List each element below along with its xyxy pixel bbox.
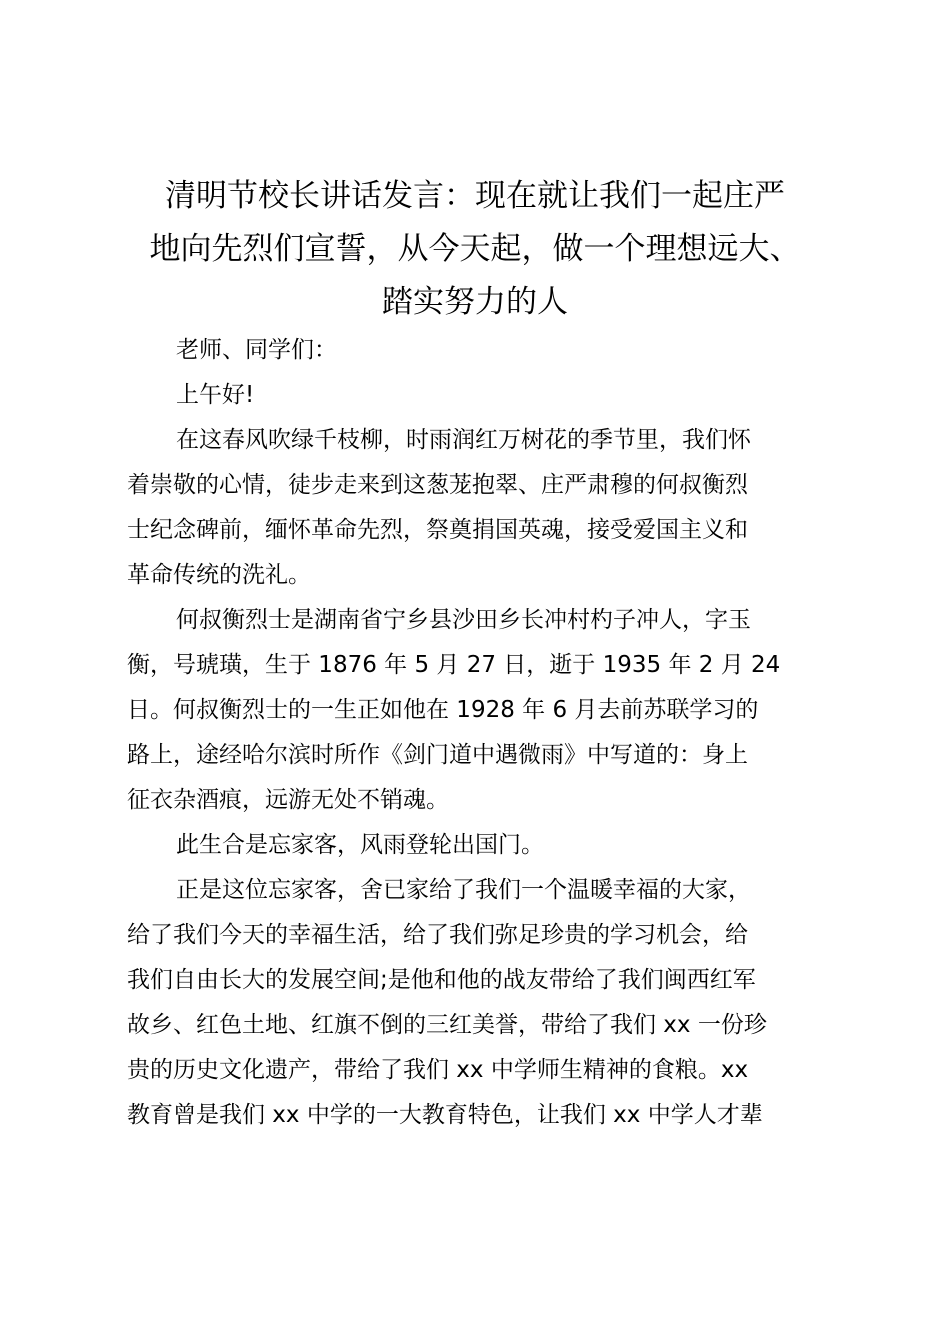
paragraph-2 xyxy=(127,598,833,823)
paragraph-line: 教育曾是我们 xx 中学的一大教育特色，让我们 xx 中学人才辈 xyxy=(127,1102,763,1128)
greeting: 上午好! xyxy=(176,382,255,408)
paragraph-line: 此生合是忘家客，风雨登轮出国门。 xyxy=(176,832,544,858)
paragraph-line: 贵的历史文化遗产，带给了我们 xx 中学师生精神的食粮。xx xyxy=(127,1057,749,1083)
title-line: 地向先烈们宣誓，从今天起，做一个理想远大、 xyxy=(149,231,801,267)
paragraph-line: 着崇敬的心情，徒步走来到这葱茏抱翠、庄严肃穆的何叔衡烈 xyxy=(127,472,748,498)
paragraph-line: 衡，号琥璜，生于 1876 年 5 月 27 日，逝于 1935 年 2 月 24 xyxy=(127,652,781,678)
paragraph-line: 士纪念碑前，缅怀革命先烈，祭奠捐国英魂，接受爱国主义和 xyxy=(127,517,748,543)
paragraph-line: 日。何叔衡烈士的一生正如他在 1928 年 6 月去前苏联学习的 xyxy=(127,697,759,723)
document-body xyxy=(127,328,833,1138)
paragraph-4 xyxy=(127,868,833,1138)
paragraph-line: 何叔衡烈士是湖南省宁乡县沙田乡长冲村杓子冲人，字玉 xyxy=(176,607,751,633)
salutation: 老师、同学们： xyxy=(176,337,337,363)
title-line: 清明节校长讲话发言：现在就让我们一起庄严 xyxy=(165,178,785,214)
paragraph-line: 革命传统的洗礼。 xyxy=(127,562,311,588)
paragraph-line: 征衣杂酒痕，远游无处不销魂。 xyxy=(127,787,449,813)
paragraph-3 xyxy=(127,823,833,868)
paragraph-line: 故乡、红色土地、红旗不倒的三红美誉，带给了我们 xx 一份珍 xyxy=(127,1012,767,1038)
paragraph-line: 在这春风吹绿千枝柳，时雨润红万树花的季节里，我们怀 xyxy=(176,427,751,453)
document-title xyxy=(100,170,850,329)
paragraph-line: 我们自由长大的发展空间;是他和他的战友带给了我们闽西红军 xyxy=(127,967,756,993)
paragraph-line: 给了我们今天的幸福生活，给了我们弥足珍贵的学习机会，给 xyxy=(127,922,748,948)
title-line: 踏实努力的人 xyxy=(382,284,568,320)
paragraph-line: 路上，途经哈尔滨时所作《剑门道中遇微雨》中写道的：身上 xyxy=(127,742,748,768)
paragraph-line: 正是这位忘家客，舍已家给了我们一个温暖幸福的大家， xyxy=(176,877,751,903)
paragraph-1 xyxy=(127,418,833,598)
